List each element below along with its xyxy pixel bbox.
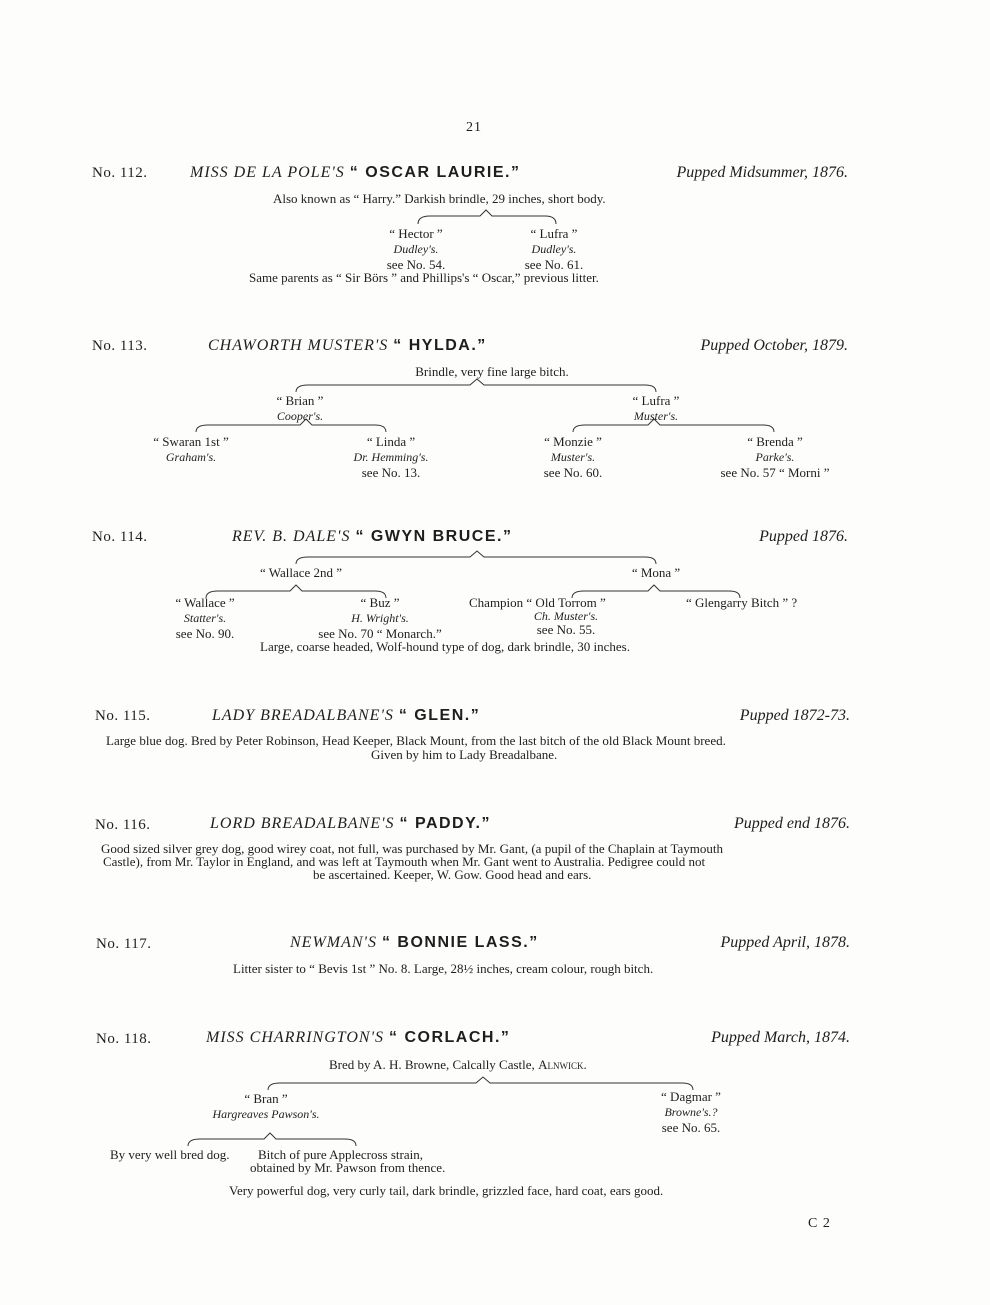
pedigree-sire: “ Wallace 2nd ” bbox=[259, 565, 343, 580]
entry-owner: CHAWORTH MUSTER'S “ HYLDA.” bbox=[208, 337, 487, 354]
bred-by: Bred by A. H. Browne, Calcally Castle, Alnwick. bbox=[329, 1057, 587, 1072]
entry-text: Good sized silver grey dog, good wirey coat, not full, was purchased by Mr. Gant, (a pupil of the Chaplain at Taymouth bbox=[101, 841, 723, 856]
pedigree-dam: “ Dagmar ” Browne's.? see No. 65. bbox=[661, 1089, 721, 1135]
pupped-date: Pupped 1872-73. bbox=[739, 707, 850, 724]
entry-owner: NEWMAN'S “ BONNIE LASS.” bbox=[290, 934, 539, 951]
entry-text: Castle), from Mr. Taylor in England, and was left at Taymouth when Mr. Gant went to Australia. Pedigree could not bbox=[103, 854, 706, 869]
pedigree-dam: “ Lufra ” Dudley's. see No. 61. bbox=[524, 226, 584, 272]
dog-name: “ GWYN BRUCE.” bbox=[355, 528, 513, 545]
entry-owner: MISS CHARRINGTON'S “ CORLACH.” bbox=[206, 1029, 511, 1046]
pedigree-granddam: Bitch of pure Applecross strain, bbox=[258, 1147, 423, 1162]
pedigree-grandparent: “ Buz ” H. Wright's. see No. 70 “ Monarch.” bbox=[318, 595, 442, 641]
entry-number: No. 113. bbox=[92, 338, 148, 354]
entry-owner: LORD BREADALBANE'S “ PADDY.” bbox=[210, 815, 491, 832]
entry-number: No. 116. bbox=[95, 817, 151, 833]
pedigree-grandparent: “ Monzie ” Muster's. see No. 60. bbox=[543, 434, 603, 480]
pedigree-grandparent: Champion “ Old Torrom ” bbox=[469, 595, 606, 610]
pedigree-grandparent: “ Brenda ” Parke's. see No. 57 “ Morni ” bbox=[720, 434, 830, 480]
pedigree-grandparent: “ Wallace ” Statter's. see No. 90. bbox=[175, 595, 235, 641]
entry-note: Same parents as “ Sir Börs ” and Phillips's “ Oscar,” previous litter. bbox=[249, 270, 599, 285]
entry-text: Given by him to Lady Breadalbane. bbox=[371, 747, 558, 762]
pedigree-sire: “ Brian ” Cooper's. bbox=[276, 393, 324, 423]
pedigree-sire: “ Hector ” Dudley's. see No. 54. bbox=[386, 226, 446, 272]
entry-description: Very powerful dog, very curly tail, dark brindle, grizzled face, hard coat, ears good. bbox=[229, 1183, 664, 1198]
entry-description: Large, coarse headed, Wolf-hound type of dog, dark brindle, 30 inches. bbox=[260, 639, 630, 654]
pupped-date: Pupped 1876. bbox=[759, 528, 848, 545]
page-number: 21 bbox=[466, 120, 482, 135]
dog-name: “ OSCAR LAURIE.” bbox=[349, 164, 521, 181]
pedigree-sire: “ Bran ” Hargreaves Pawson's. bbox=[212, 1091, 320, 1121]
dog-name: “ HYLDA.” bbox=[393, 337, 487, 354]
pedigree-dam: “ Lufra ” Muster's. bbox=[632, 393, 680, 423]
entry-owner: LADY BREADALBANE'S “ GLEN.” bbox=[212, 707, 481, 724]
entry-number: No. 112. bbox=[92, 165, 148, 181]
entry-owner: REV. B. DALE'S “ GWYN BRUCE.” bbox=[232, 528, 513, 545]
pedigree-grandparent: “ Glengarry Bitch ” ? bbox=[686, 595, 798, 610]
entry-text: Large blue dog. Bred by Peter Robinson, Head Keeper, Black Mount, from the last bitch of the old Black Mount breed. bbox=[106, 733, 726, 748]
pupped-date: Pupped end 1876. bbox=[734, 815, 850, 832]
entry-description: Litter sister to “ Bevis 1st ” No. 8. Large, 28½ inches, cream colour, rough bitch. bbox=[233, 961, 654, 976]
pedigree-grandsire: By very well bred dog. bbox=[110, 1147, 230, 1162]
pedigree-granddam: obtained by Mr. Pawson from thence. bbox=[250, 1160, 446, 1175]
entry-number: No. 118. bbox=[96, 1031, 152, 1047]
entry-description: Also known as “ Harry.” Darkish brindle, 29 inches, short body. bbox=[273, 191, 606, 206]
pupped-date: Pupped March, 1874. bbox=[711, 1029, 850, 1046]
entry-number: No. 115. bbox=[95, 708, 151, 724]
signature-mark: C 2 bbox=[808, 1216, 831, 1231]
entry-text: be ascertained. Keeper, W. Gow. Good head and ears. bbox=[313, 867, 592, 882]
dog-name: “ PADDY.” bbox=[399, 815, 491, 832]
dog-name: “ CORLACH.” bbox=[389, 1029, 511, 1046]
entry-owner: MISS DE LA POLE'S “ OSCAR LAURIE.” bbox=[190, 164, 521, 181]
pedigree-grandparent: “ Linda ” Dr. Hemming's. see No. 13. bbox=[353, 434, 429, 480]
pedigree-dam: “ Mona ” bbox=[631, 565, 681, 580]
pupped-date: Pupped April, 1878. bbox=[720, 934, 850, 951]
pedigree-grandparent-owner: Ch. Muster's. bbox=[533, 609, 599, 623]
pedigree-grandparent-ref: see No. 55. bbox=[536, 622, 596, 637]
pupped-date: Pupped Midsummer, 1876. bbox=[676, 164, 848, 181]
entry-number: No. 117. bbox=[96, 936, 152, 952]
dog-name: “ BONNIE LASS.” bbox=[381, 934, 539, 951]
dog-name: “ GLEN.” bbox=[398, 707, 481, 724]
pedigree-grandparent: “ Swaran 1st ” Graham's. bbox=[153, 434, 229, 464]
entry-number: No. 114. bbox=[92, 529, 148, 545]
entry-description: Brindle, very fine large bitch. bbox=[415, 364, 569, 379]
pupped-date: Pupped October, 1879. bbox=[700, 337, 848, 354]
